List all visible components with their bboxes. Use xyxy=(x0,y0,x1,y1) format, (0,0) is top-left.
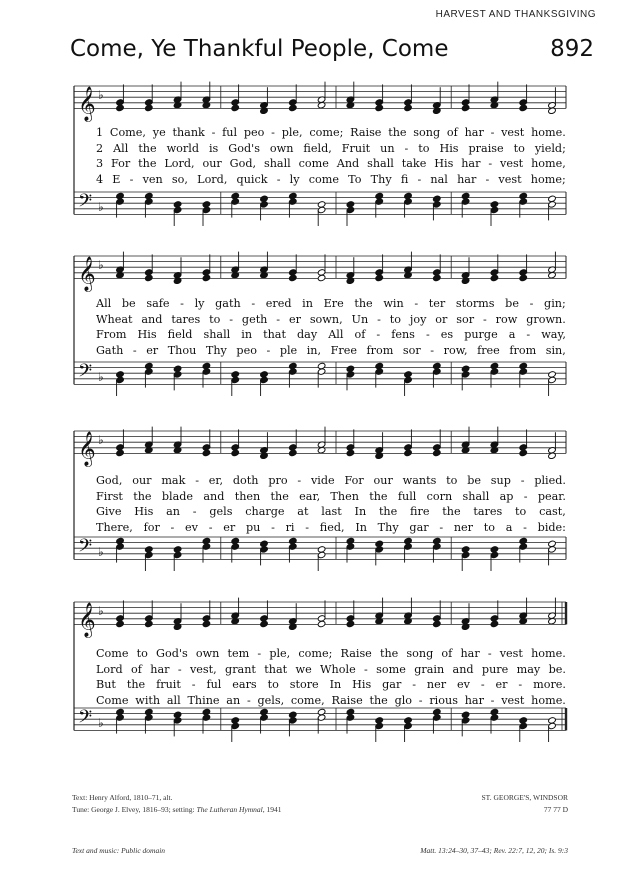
hymn-number: 892 xyxy=(550,36,594,62)
lyric-line: God, our mak - er, doth pro - vide For our wants to be sup - plied. xyxy=(96,474,566,487)
bass-clef-icon: 𝄢 xyxy=(78,190,93,216)
treble-clef-icon: 𝄞 xyxy=(78,256,96,292)
treble-clef-icon: 𝄞 xyxy=(78,86,96,122)
lyric-line: Come to God's own tem - ple, come; Raise the song of har - vest home. xyxy=(96,647,566,660)
lyric-line: 1 Come, ye thank - ful peo - ple, come; Raise the song of har - vest home. xyxy=(96,126,566,139)
flat-icon: ♭ xyxy=(98,258,104,273)
lyric-line: Wheat and tares to - geth - er sown, Un - to joy or sor - row grown. xyxy=(96,312,566,326)
flat-icon: ♭ xyxy=(98,715,104,730)
lyric-line: Come with all Thine an - gels, come, Raise the glo - rious har - vest home. xyxy=(96,693,566,707)
section-heading: HARVEST AND THANKSGIVING xyxy=(435,9,596,20)
lyrics-system-3 xyxy=(96,473,566,535)
flat-icon: ♭ xyxy=(98,604,104,619)
lyric-line: There, for - ev - er pu - ri - fied, In Thy gar - ner to a - bide: xyxy=(96,520,566,534)
lyrics-system-2 xyxy=(96,296,566,358)
bass-clef-icon: 𝄢 xyxy=(78,535,93,561)
flat-icon: ♭ xyxy=(98,88,104,103)
lyric-line: 4 E - ven so, Lord, quick - ly come To Thy fi - nal har - vest home; xyxy=(96,172,566,186)
lyric-line: All be safe - ly gath - ered in Ere the win - ter storms be - gin; xyxy=(96,297,566,310)
copyright: Text and music: Public domain xyxy=(72,846,166,855)
lyric-line: But the fruit - ful ears to store In His gar - ner ev - er - more. xyxy=(96,678,566,692)
lyrics-system-1 xyxy=(96,125,566,187)
flat-icon: ♭ xyxy=(98,544,104,559)
lyric-line: Gath - er Thou Thy peo - ple in, Free from sor - row, free from sin, xyxy=(96,343,566,357)
lyric-line: First the blade and then the ear, Then the full corn shall ap - pear. xyxy=(96,489,566,503)
lyrics-system-4 xyxy=(96,646,566,708)
meter: 77 77 D xyxy=(543,805,568,814)
flat-icon: ♭ xyxy=(98,433,104,448)
lyric-line: From His field shall in that day All of - fens - es purge a - way, xyxy=(96,328,566,342)
bass-clef-icon: 𝄢 xyxy=(78,706,93,732)
lyric-line: 3 For the Lord, our God, shall come And shall take His har - vest home, xyxy=(96,157,566,171)
scripture-references: Matt. 13:24–30, 37–43; Rev. 22:7, 12, 20; Is. 9:3 xyxy=(420,846,568,855)
treble-clef-icon: 𝄞 xyxy=(78,602,96,638)
bass-clef-icon: 𝄢 xyxy=(78,360,93,386)
treble-clef-icon: 𝄞 xyxy=(78,431,96,467)
text-credit: Text: Henry Alford, 1810–71, alt. xyxy=(72,793,173,802)
flat-icon: ♭ xyxy=(98,369,104,384)
tune-credit: Tune: George J. Elvey, 1816–93; setting: The Lutheran Hymnal, 1941 xyxy=(72,805,282,814)
tune-name: ST. GEORGE'S, WINDSOR xyxy=(481,793,568,802)
hymn-title: Come, Ye Thankful People, Come xyxy=(70,36,449,62)
lyric-line: Give His an - gels charge at last In the fire the tares to cast, xyxy=(96,505,566,519)
lyric-line: Lord of har - vest, grant that we Whole - some grain and pure may be. xyxy=(96,662,566,676)
flat-icon: ♭ xyxy=(98,199,104,214)
lyric-line: 2 All the world is God's own field, Fruit un - to His praise to yield; xyxy=(96,141,566,155)
